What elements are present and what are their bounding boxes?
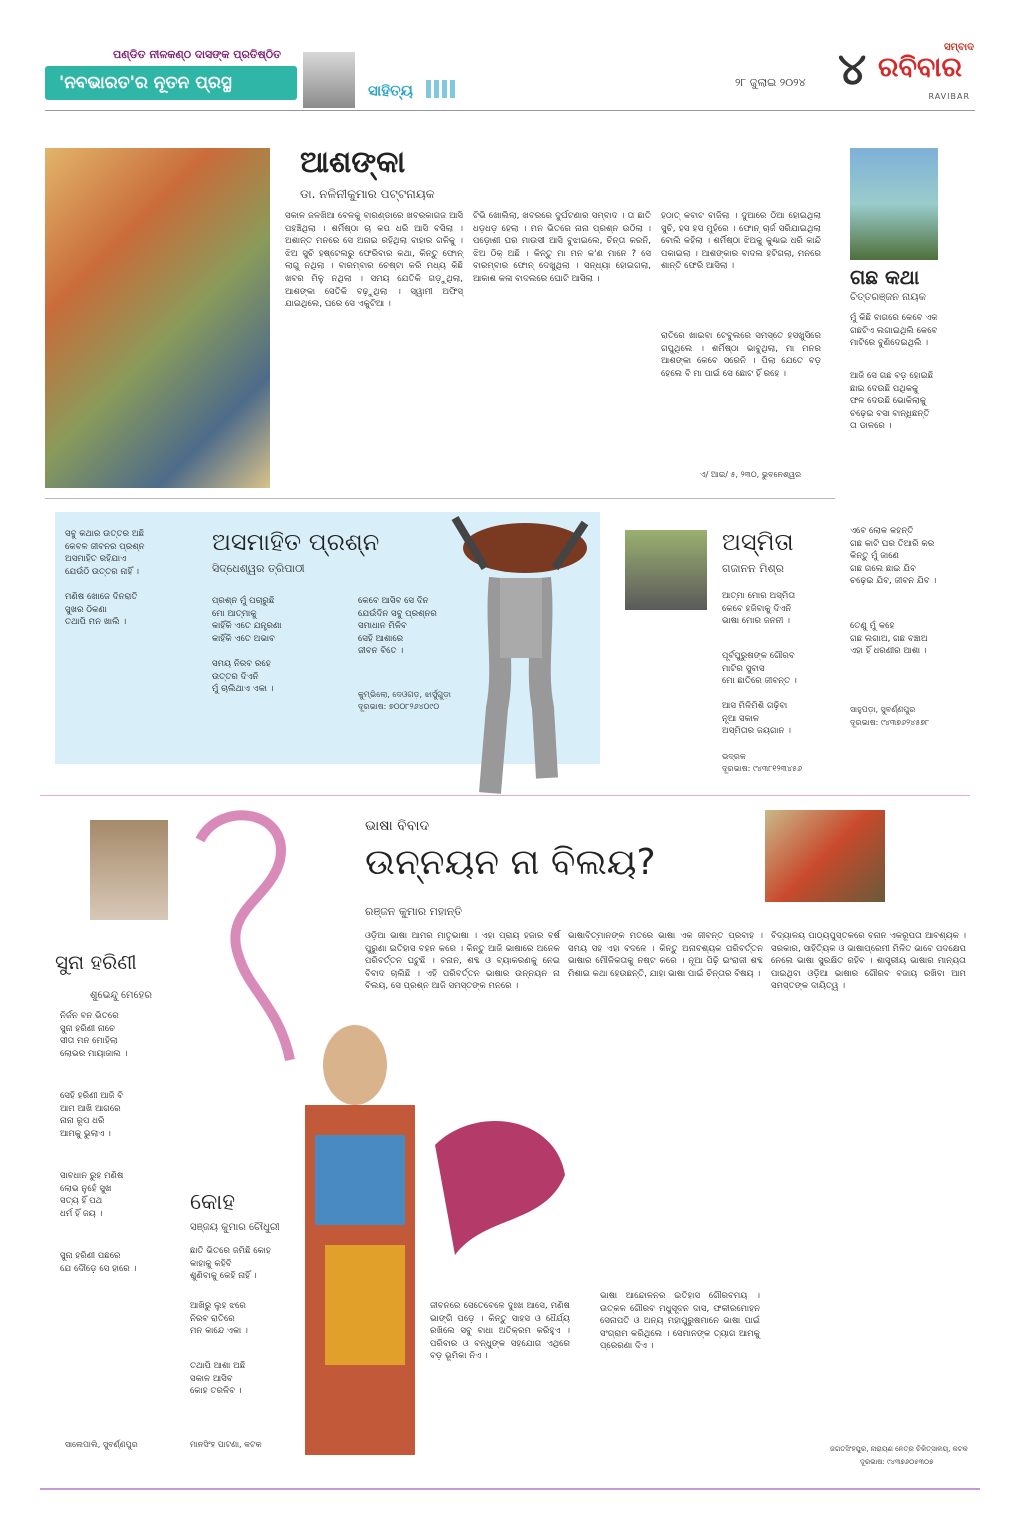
story2-author: ସିଦ୍ଧେଶ୍ୱର ତ୍ରିପାଠୀ [212,562,305,575]
story4-stanza-1: ନିର୍ଜନ ବନ ଭିତରେ ସୁନା ହରିଣୀ ନାଚେ ସୀତା ମନ ମୋହିଲା ଲୋଭର ମାୟାଜାଲ । [60,1011,128,1059]
gachha-author: ଚିତ୍ତରଞ୍ଜନ ନାୟକ [850,292,926,303]
story1-col4: ରାତିରେ ଖାଇବା ଟେବୁଲରେ ସମସ୍ତେ ହସଖୁସିରେ ଗପୁଥିଲେ । ଶର୍ମିଷ୍ଠା ଭାବୁଥିଲା, ମା ମନର ଆଶଙ୍କା କେବେ ସରେନି । ପିଲା ଯେତେ ବଡ଼ ହେଲେ ବି ମା ପାଇଁ ସେ ଛୋଟ ହିଁ ରହେ । [661,331,821,379]
supplement-banner [45,46,355,102]
paper-title-box [45,66,297,100]
story4-stanza-4: ସୁନା ହରିଣୀ ପଛରେ ଯେ ଦୌଡ଼େ ସେ ହାରେ । [60,1251,137,1274]
asmita-author-photo [625,530,707,610]
story5-stanza-2: ଆଖିରୁ ଲୁହ ଝରେ ନିରବ ରାତିରେ ମନ କାନ୍ଦେ ଏକା । [190,1301,248,1337]
brand-name: ରବିବାର [878,52,962,83]
gachha-phone: ଦୂରଭାଷ: ୯୪୩୭୬୨୪୫୭୮ [850,718,930,727]
footer-rule [40,1488,980,1490]
story2-col1: ସବୁ କଥାର ଉତ୍ତର ଅଛି କେବଳ ଜୀବନର ପ୍ରଶ୍ନ ଅସମାହିତ ରହିଯାଏ ଯେଉଁଠି ଉତ୍ତର ନାହିଁ । ମଣିଷ ଖୋଜେ ଦିନରାତି ସୁଖର ଠିକଣା ତଥାପି ମନ ଖାଲି । [65,529,145,628]
story5-address: ମାନସିଂହ ପାଟଣା, କଟକ [190,1440,262,1449]
section-title: ସାହିତ୍ୟ [368,81,414,100]
story3-stanza-1: ଆତ୍ମା ମୋର ଅସ୍ମିତା କେବେ ହଜିବାକୁ ଦିଏନି ଭାଷା ମୋର ଜନନୀ । [722,591,796,627]
article-title: ଉନ୍ନୟନ ନା ବିଲୟ? [365,842,656,883]
story6-col1: ଜୀବନରେ ସେତେବେଳେ ଦୁଃଖ ଆସେ, ମଣିଷ ଭାଙ୍ଗି ପଡ଼େ । କିନ୍ତୁ ସାହସ ଓ ଧୈର୍ଯ୍ୟ ରଖିଲେ ସବୁ ବାଧା ଅତିକ୍ରମ କରିହୁଏ । ପରିବାର ଓ ବନ୍ଧୁଙ୍କ ସହଯୋଗ ଏଥିରେ ବଡ଼ ଭୂମିକା ନିଏ । [430,1301,570,1362]
article-body-3: ବିଦ୍ୟାଳୟ ପାଠ୍ୟପୁସ୍ତକରେ ବନାନ ଏକରୂପତା ଆବଶ୍ୟକ । ସରକାର, ସାହିତ୍ୟିକ ଓ ଭାଷାପ୍ରେମୀ ମିଳିତ ଭାବେ ପଦକ୍ଷେପ ନେଲେ ଭାଷା ସୁରକ୍ଷିତ ରହିବ । ଶାସ୍ତ୍ରୀୟ ଭାଷାର ମାନ୍ୟତା ପାଇଥିବା ଓଡ଼ିଆ ଭାଷାର ଗୌରବ ବଜାୟ ରଖିବା ଆମ ସମସ୍ତଙ୍କ ଦାୟିତ୍ୱ । [771,931,966,992]
story5-author: ସଞ୍ଜୟ କୁମାର ଚୌଧୁରୀ [190,1222,280,1233]
decorative-pink-numeral [180,800,310,1090]
story1-col3: ହଠାତ୍ କବାଟ ବାଜିଲା । ଦୁଆରେ ଠିଆ ହୋଇଥିଲା ସୁଚି, ହସ ହସ ମୁହଁରେ । ଫୋନ୍ ଚାର୍ଜ ସରିଯାଇଥିଲା ବୋଲି କହିଲା । ଶର୍ମିଷ୍ଠା ଝିଅକୁ କୁଣ୍ଢାଇ ଧରି କାନ୍ଦି ପକାଇଲା । ଆଶଙ୍କାର ବାଦଲ ହଟିଗଲା, ମନରେ ଶାନ୍ତି ଫେରି ଆସିଲା । [661,211,821,272]
story1-author: ଡା. ନଳିନୀକୁମାର ପଟ୍ଟନାୟକ [300,187,435,201]
story4-address: ସାଲେପାଲି, ସୁବର୍ଣ୍ଣପୁର [65,1440,138,1449]
story5-stanza-1: ଛାତି ଭିତରେ ଜମିଛି କୋହ କାହାକୁ କହିବି ଶୁଣିବାକୁ କେହି ନାହିଁ । [190,1246,271,1282]
story3-address: ଭଦ୍ରକ [722,752,746,761]
brand-en: RAVIBAR [928,92,970,101]
gachha-stanza-1: ମୁଁ କିଛି ବାଗରେ କେବେ ଏକ ଗଛଟିଏ ଲଗାଇଥିଲି କେବେ ମାଟିରେ ବୁଣିଦେଇଥିଲି । [850,313,938,349]
article-body-1: ଓଡ଼ିଆ ଭାଷା ଆମର ମାତୃଭାଷା । ଏହା ପ୍ରାୟ ହଜାର ବର୍ଷ ପୁରୁଣା ଇତିହାସ ବହନ କରେ । କିନ୍ତୁ ଆଜି ଭାଷାରେ ଅନେକ ପରିବର୍ତ୍ତନ ଘଟୁଛି । ବନାନ, ଶବ୍ଦ ଓ ବ୍ୟାକରଣକୁ ନେଇ ବିବାଦ ଚାଲିଛି । ଏହି ପରିବର୍ତ୍ତନ ଭାଷାର ଉନ୍ନୟନ ନା ବିଲୟ, ସେ ପ୍ରଶ୍ନ ଆଜି ସମସ୍ତଙ୍କ ମନରେ । [365,931,560,992]
story1-col1: ସକାଳ ଜଳଖିଆ ବେଳକୁ ବାରଣ୍ଡାରେ ଖବରକାଗଜ ଆସି ପହଞ୍ଚିଥିଲା । ଶର୍ମିଷ୍ଠା ଚା କପ ଧରି ଆସି ବସିଲା । ଅଶାନ୍ତ ମନରେ ସେ ଅନାଇ ରହିଥିଲା ବାହାର ଗଳିକୁ । ଝିଅ ସୁଚି ହଷ୍ଟେଲରୁ ଫେରିବାର କଥା, କିନ୍ତୁ ଫୋନ୍ ଲାଗୁ ନଥିଲା । ବାରମ୍ବାର ଚେଷ୍ଟା କରି ମଧ୍ୟ କିଛି ଖବର ମିଳୁ ନଥିଲା । ସମୟ ଯେତିକି ଗଡ଼ୁଥିଲା, ଆଶଙ୍କା ସେତିକି ବଢ଼ୁଥିଲା । ସ୍ୱାମୀ ଅଫିସ୍ ଯାଇଥିଲେ, ଘରେ ସେ ଏକୁଟିଆ । [285,211,463,310]
story2-col2: ପ୍ରଶ୍ନ ମୁଁ ପଚାରୁଛି ମୋ ଆତ୍ମାକୁ କାହିଁକି ଏତେ ଯନ୍ତ୍ରଣା କାହିଁକି ଏତେ ଅଭାବ ସମୟ ନିରବ ରହେ ଉତ୍ତର ଦିଏନି ମୁଁ ଚାଲିଥାଏ ଏକା । [212,596,282,695]
story3-stanza-2: ପୂର୍ବପୁରୁଷଙ୍କ ଗୌରବ ମାଟିର ସୁବାସ ମୋ ଛାତିରେ ଜୀବନ୍ତ । [722,651,797,687]
story3-phone: ଦୂରଭାଷ: ୯୪୩୮୧୨୩୪୫୬ [722,764,802,773]
gachha-stanza-2: ଆଜି ସେ ଗଛ ବଡ଼ ହୋଇଛି ଛାଇ ଦେଉଛି ପଥିକକୁ ଫଳ ଦେଉଛି ଭୋକିଲାକୁ ଚଢ଼େଇ ବସା ବାନ୍ଧିଛନ୍ତି ତା ଡାଳରେ । [850,371,934,432]
painting-couple [45,148,270,488]
story4-stanza-3: ସାବଧାନ ରୁହ ମଣିଷ ଲୋଭ ନୁହେଁ ସୁଖ ସତ୍ୟ ହିଁ ପଥ ଧର୍ମ ହିଁ ଜୟ । [60,1171,124,1219]
story1-title: ଆଶଙ୍କା [300,145,406,180]
article-author: ରଞ୍ଜନ କୁମାର ମହାନ୍ତି [365,905,463,918]
gachha-stanza-4: ତେଣୁ ମୁଁ କହେ ଗଛ ଲଗାଅ, ଗଛ ବଞ୍ଚାଅ ଏହା ହିଁ ଧରଣୀର ଆଶା । [850,621,928,657]
issue-date: ୨୮ ଜୁଲାଇ ୨୦୨୪ [735,76,806,89]
suna-author-photo [90,820,168,920]
colourful-figure-painting [295,1025,585,1465]
gachha-address: ସାହୁପଡ଼ା, ସୁବର୍ଣ୍ଣପୁର [850,705,916,714]
story2-address: କୁମ୍ଭିଲୋ, ଦେଓଗଡ଼, ଝାର୍ସୁଗୁଡ଼ା [358,690,451,699]
story4-stanza-2: ସେହି ହରିଣୀ ଆଜି ବି ଆମ ଆଖି ଆଗରେ ନାନା ରୂପ ଧରି ଆମକୁ ଭୁଲାଏ । [60,1091,124,1139]
brand-logo [878,42,974,106]
article-body-2: ଭାଷାବିତ୍‌ମାନଙ୍କ ମତରେ ଭାଷା ଏକ ଜୀବନ୍ତ ପ୍ରବାହ । ସମୟ ସହ ଏହା ବଦଳେ । କିନ୍ତୁ ଅନାବଶ୍ୟକ ପରିବର୍ତ୍ତନ ଭାଷାର ମୌଳିକତାକୁ ନଷ୍ଟ କରେ । ନୂଆ ପିଢ଼ି ଇଂରାଜୀ ଶବ୍ଦ ମିଶାଇ କଥା ହେଉଛନ୍ତି, ଯାହା ଭାଷା ପାଇଁ ଚିନ୍ତାର ବିଷୟ । [568,931,763,979]
story5-title: କୋହ [190,1190,236,1215]
pink-accent-line [40,795,970,796]
story2-phone: ଦୂରଭାଷ: ୭୦୦୮୨୬୪୦୯୦ [358,702,440,711]
founder-portrait [303,52,355,108]
paper-title: 'ନବଭାରତ'ର ନୂତନ ପ୍ରସ୍ଥ [59,73,232,93]
story2-title: ଅସମାହିତ ପ୍ରଶ୍ନ [212,528,380,556]
story4-author: ଶୁଭେନ୍ଦୁ ମେହେର [90,990,152,1001]
story5-stanza-3: ତଥାପି ଆଶା ଅଛି ସକାଳ ଆସିବ କୋହ ତରଳିବ । [190,1361,246,1397]
header [0,40,1020,112]
story1-col2: ଟିଭି ଖୋଲିଲା, ଖବରରେ ଦୁର୍ଘଟଣାର ସମ୍ବାଦ । ତା ଛାତି ଧଡ଼ଧଡ଼ ହେଲା । ମନ ଭିତରେ ନାନା ପ୍ରଶ୍ନ ଉଠିଲା । ପଡ଼ୋଶୀ ଘର ମାଉସୀ ଆସି ବୁଝାଇଲେ, ଚିନ୍ତା କରନି, ଝିଅ ଠିକ୍ ଅଛି । କିନ୍ତୁ ମା ମନ କ'ଣ ମାନେ ? ସେ ବାରମ୍ବାର ଫୋନ୍ ଦେଖୁଥିଲା । ସନ୍ଧ୍ୟା ହୋଇଗଲା, ଆକାଶ କଳା ବାଦଲରେ ଘୋଟି ଆସିଲା । [473,211,651,284]
supplement-title: ପଣ୍ଡିତ ନୀଳକଣ୍ଠ ଦାସଙ୍କ ପ୍ରତିଷ୍ଠିତ [113,48,281,61]
article-phone: ଦୂରଭାଷ: ୯୪୩୭୬୦୫୩୦୭ [860,1458,934,1466]
section-bars [426,80,455,102]
story3-title: ଅସ୍ମିତା [722,528,794,556]
header-rule [45,110,975,111]
story6-col2: ଭାଷା ଆନ୍ଦୋଳନର ଇତିହାସ ଗୌରବମୟ । ଉତ୍କଳ ଗୌରବ ମଧୁସୂଦନ ଦାସ, ଫକୀରମୋହନ ସେନାପତି ଓ ଅନ୍ୟ ମହାପୁରୁଷମାନେ ଭାଷା ପାଇଁ ସଂଗ୍ରାମ କରିଥିଲେ । ସେମାନଙ୍କ ତ୍ୟାଗ ଆମକୁ ପ୍ରେରଣା ଦିଏ । [600,1291,760,1352]
gachha-stanza-3: ଏବେ ଲୋକ କହନ୍ତି ଗଛ କାଟି ଘର ତିଆରି କର କିନ୍ତୁ ମୁଁ ଜାଣେ ଗଛ ଗଲେ ଛାଇ ଯିବ ଚଢ଼େଇ ଯିବ, ଜୀବନ ଯିବ । [850,526,937,587]
story2-col3: କେବେ ଆସିବ ସେ ଦିନ ଯେଉଁଦିନ ସବୁ ପ୍ରଶ୍ନର ସମାଧାନ ମିଳିବ ସେହି ଆଶାରେ ଜୀବନ ବିତେ । [358,596,437,657]
story4-title: ସୁନା ହରିଣୀ [55,950,137,974]
article-address: ଜଗତସିଂହପୁର, ନାରାୟଣ ନେତ୍ର ଚିକିତ୍ସାଳୟ, କଟକ [830,1445,968,1453]
article-kicker: ଭାଷା ବିବାଦ [365,818,430,834]
divider-story1 [45,498,835,499]
gachha-title: ଗଛ କଥା [850,265,920,289]
gachha-author-photo [850,148,938,260]
story3-author: ଗଜାନନ ମିଶ୍ର [722,562,784,575]
section-label [368,80,455,106]
sculpture-figure [425,508,595,798]
page-number: ୪ [838,44,867,95]
story3-stanza-3: ଆସ ମିଳିମିଶି ଗଢ଼ିବା ନୂଆ ସକାଳ ଅସ୍ମିତାର ଜୟଗାନ । [722,701,791,737]
brand-small: ସମ୍ବାଦ [944,42,974,53]
sleeping-man-photo [765,810,885,902]
story1-address: ଏ/ ଆଇ/ ୫, ୨୩୦, ଭୁବନେଶ୍ୱର [700,470,802,479]
